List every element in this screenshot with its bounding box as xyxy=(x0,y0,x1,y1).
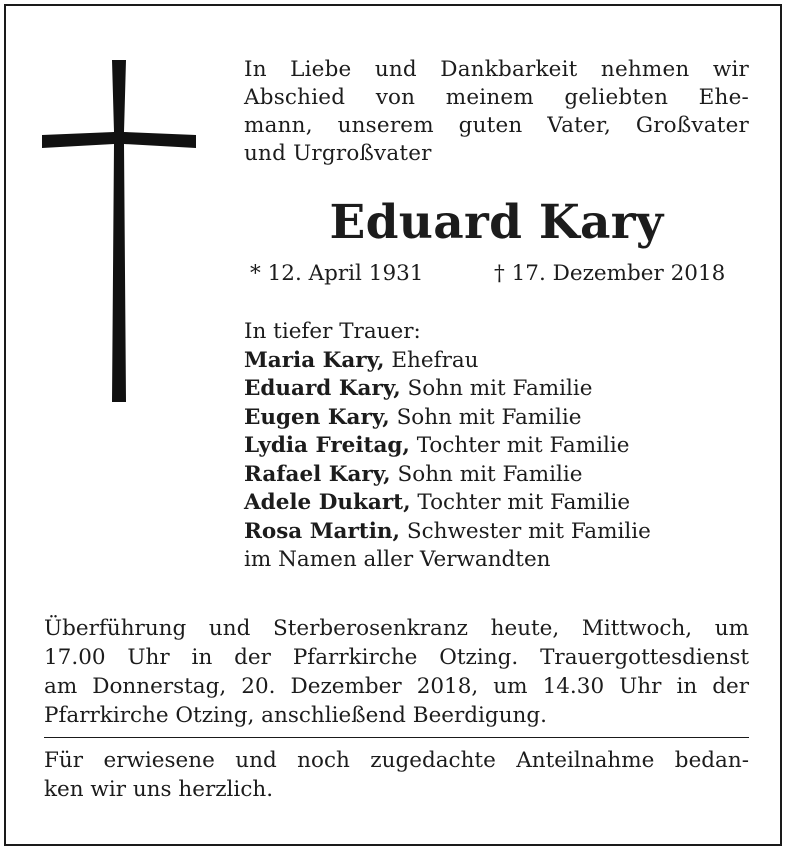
service-announcement xyxy=(44,614,749,730)
birth-date: * 12. April 1931 xyxy=(250,261,424,286)
thanks-note xyxy=(44,746,749,804)
service-line: am Donnerstag, 20. Dezember 2018, um 14.30 Uhr in der xyxy=(44,674,749,699)
death-date: † 17. Dezember 2018 xyxy=(494,261,726,286)
mourner-relation: Schwester mit Familie xyxy=(406,518,651,544)
thanks-line: Für erwiesene und noch zugedachte Anteilnahme bedan- xyxy=(44,748,749,773)
mourner-name: Rosa Martin, xyxy=(244,518,401,544)
thanks-line: ken wir uns herzlich. xyxy=(44,777,274,802)
mourner-name: Maria Kary, xyxy=(244,347,385,373)
divider xyxy=(44,737,749,738)
mourner-relation: Sohn mit Familie xyxy=(407,376,593,401)
intro-text xyxy=(244,56,749,168)
cross-icon xyxy=(40,58,198,404)
mourner-entry xyxy=(244,347,749,376)
service-line: Überführung und Sterberosenkranz heute, Mittwoch, um xyxy=(44,616,749,641)
mourners-heading: In tiefer Trauer: xyxy=(244,319,421,344)
intro-line: In Liebe und Dankbarkeit nehmen wir xyxy=(244,57,749,82)
mourner-name: Rafael Kary, xyxy=(244,461,391,487)
service-line: 17.00 Uhr in der Pfarrkirche Otzing. Trauergottesdienst xyxy=(44,645,749,670)
mourner-entry xyxy=(244,489,749,518)
intro-line: Abschied von meinem geliebten Ehe- xyxy=(244,85,749,110)
mourner-entry xyxy=(244,404,749,433)
mourner-relation: Sohn mit Familie xyxy=(397,461,583,487)
mourners-closing: im Namen aller Verwandten xyxy=(244,547,551,572)
mourner-entry xyxy=(244,518,749,547)
service-line: Pfarrkirche Otzing, anschließend Beerdigung. xyxy=(44,703,547,728)
mourner-name: Eduard Kary, xyxy=(244,376,401,401)
mourner-relation: Tochter mit Familie xyxy=(417,490,631,515)
mourner-relation: Ehefrau xyxy=(391,347,479,373)
mourners-list xyxy=(244,318,749,575)
mourner-name: Adele Dukart, xyxy=(244,490,411,515)
intro-line: und Urgroßvater xyxy=(244,141,432,166)
deceased-name: Eduard Kary xyxy=(329,195,664,250)
mourner-relation: Sohn mit Familie xyxy=(396,404,582,430)
intro-line: mann, unserem guten Vater, Großvater xyxy=(244,113,749,138)
mourner-entry xyxy=(244,461,749,490)
mourner-name: Eugen Kary, xyxy=(244,404,390,430)
mourner-name: Lydia Freitag, xyxy=(244,433,410,458)
mourner-relation: Tochter mit Familie xyxy=(416,433,630,458)
mourner-entry xyxy=(244,432,749,461)
mourner-entry xyxy=(244,375,749,404)
